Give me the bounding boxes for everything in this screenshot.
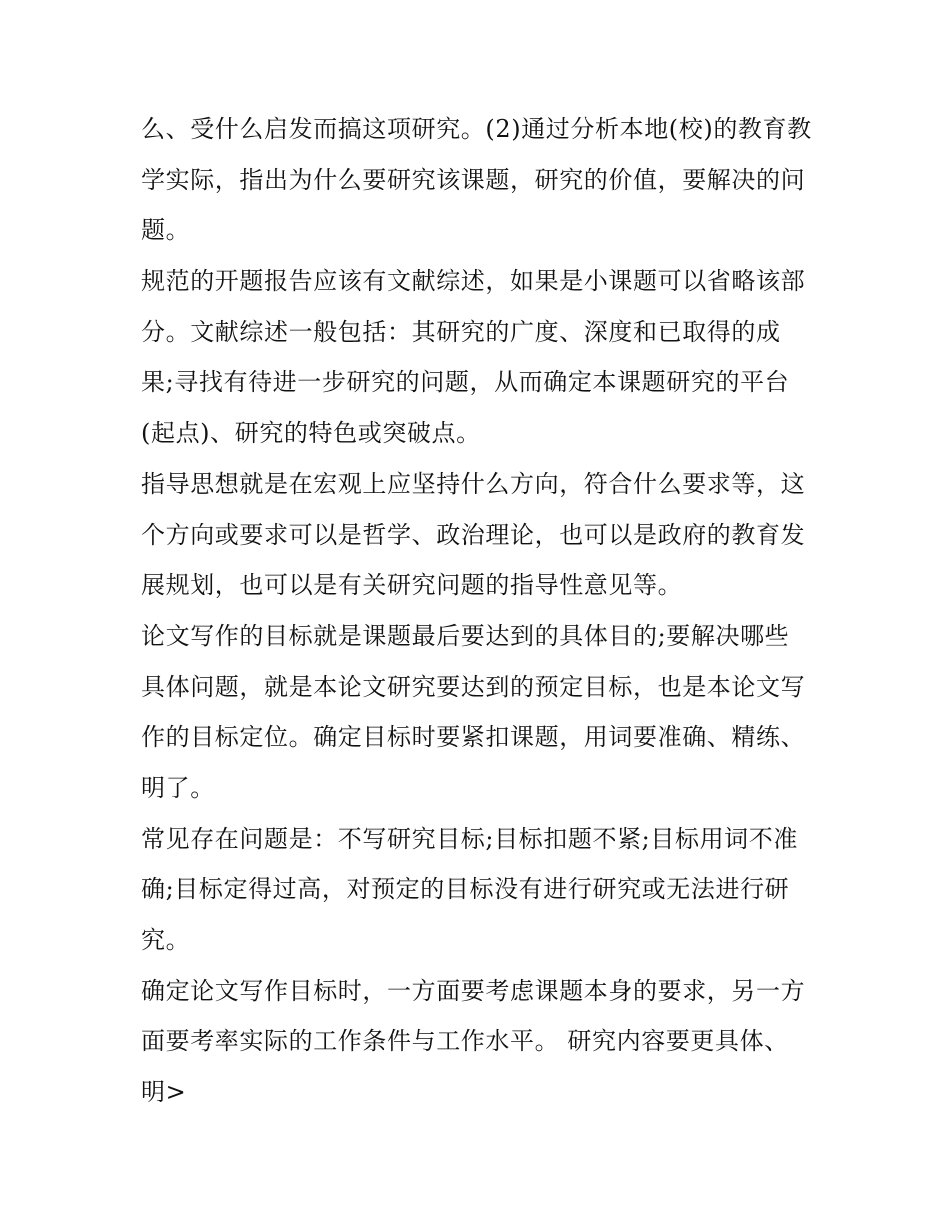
text-line: 题。: [141, 216, 191, 245]
text-line: 常见存在问题是：不写研究目标;目标扣题不紧;目标用词不准: [141, 824, 798, 853]
text-line: 展规划，也可以是有关研究问题的指导性意见等。: [141, 571, 683, 600]
text-line: 确定论文写作目标时，一方面要考虑课题本身的要求，另一方: [141, 976, 806, 1005]
text-line: 作的目标定位。确定目标时要紧扣课题，用词要准确、精练、: [141, 723, 806, 752]
text-line: 论文写作的目标就是课题最后要达到的具体目的;要解决哪些: [141, 621, 790, 650]
text-line: 么、受什么启发而搞这项研究。(2)通过分析本地(校)的教育教: [141, 115, 812, 143]
text-line: 规范的开题报告应该有文献综述，如果是小课题可以省略该部: [141, 267, 806, 296]
text-line: 个方向或要求可以是哲学、政治理论，也可以是政府的教育发: [141, 520, 806, 549]
text-line: 究。: [141, 926, 191, 954]
text-line: 指导思想就是在宏观上应坚持什么方向，符合什么要求等，这: [141, 469, 806, 498]
text-line: 明>: [141, 1078, 187, 1107]
text-line: 确;目标定得过高，对预定的目标没有进行研究或无法进行研: [141, 875, 790, 904]
text-line: (起点)、研究的特色或突破点。: [141, 419, 481, 448]
text-line: 面要考率实际的工作条件与工作水平。 研究内容要更具体、: [141, 1027, 789, 1056]
text-line: 具体问题，就是本论文研究要达到的预定目标，也是本论文写: [141, 672, 806, 701]
document-body-text: [141, 104, 821, 1118]
text-line: 明了。: [141, 773, 215, 802]
text-line: 学实际，指出为什么要研究该课题，研究的价值，要解决的问: [141, 165, 806, 194]
text-line: 果;寻找有待进一步研究的问题，从而确定本课题研究的平台: [141, 368, 790, 397]
text-line: 分。文献综述一般包括：其研究的广度、深度和已取得的成: [141, 317, 781, 346]
